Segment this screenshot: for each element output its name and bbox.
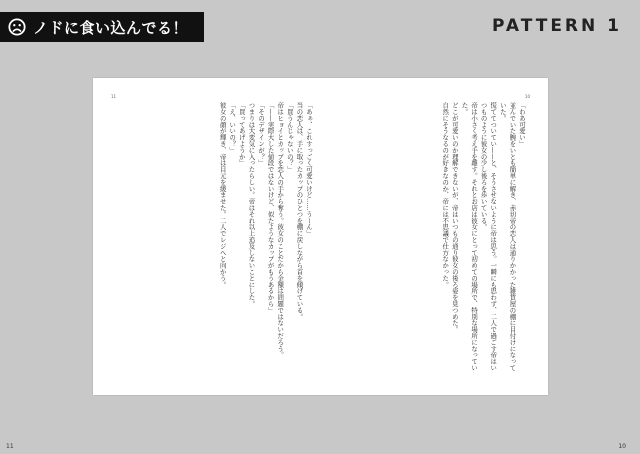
left-page-text [113, 102, 313, 372]
pattern-label: PATTERN 1 [492, 16, 622, 36]
text-line: 彼女の顔が輝き、帝は目元を緩ませた。二人でレジへと向かう。 [218, 102, 227, 288]
text-line: 「買うんじゃないの？」 [285, 102, 294, 173]
footer-page-number-left: 11 [6, 443, 14, 450]
book-spread [93, 78, 548, 395]
text-line: 帝はヒョイとカップを恋人の手から奪う。彼女のことだから金額は問題ではないだろう。 [276, 102, 285, 358]
text-line: 「え、いいの？」 [228, 102, 237, 154]
text-line: 「そのデザインが？」 [257, 102, 266, 166]
text-line: 「——実際大した値段ではないけど、似たようなカップがもうあるから」 [266, 102, 275, 314]
text-line: 「買ってあげようか」 [237, 102, 246, 166]
page-title: ノドに食い込んでる！ [33, 18, 189, 37]
text-line: 並んでいた腕をいとも簡単に解き、赤切帝の恋人は通りかかった雑貨屋の棚に目付けになっていた。 [498, 102, 517, 371]
right-page-text [321, 102, 526, 372]
text-line: 「わあ可愛い」 [518, 102, 526, 147]
title-bar [0, 12, 204, 42]
footer-page-number-right: 10 [618, 443, 626, 450]
text-line: 「あぁ、これすっごく可愛いけど……うーん」 [305, 102, 313, 237]
text-line: 当の恋人は、手に取ったカップのひとつを棚に戻しながら首を傾げている。 [295, 102, 304, 320]
text-line: 慌ててついてい——と、そうさせないように帝は思う。一瞬にも思わず、二人で過ごす帝はいつものように彼女の少し後ろを歩いている。 [479, 102, 498, 371]
spread-page-number-left: 11 [111, 94, 117, 99]
sad-face-icon [8, 18, 26, 36]
spread-page-number-right: 10 [524, 94, 530, 99]
text-line: つまりは大変気に入ったらしい。帝はそれ以上追及しないことにした。 [247, 102, 256, 307]
text-line: 自然にそうなるのが好きなのか、帝には不思議で仕方なかった。 [441, 102, 450, 288]
text-line: どこが可愛いのか理解できないが、帝はいつもの通り彼女の後ろ姿を見つめた。 [450, 102, 459, 333]
text-line: 帝は小さく考え手を離す。それとお店は彼女にとって初めての場所で、特別な場所になっていた。 [460, 102, 479, 371]
